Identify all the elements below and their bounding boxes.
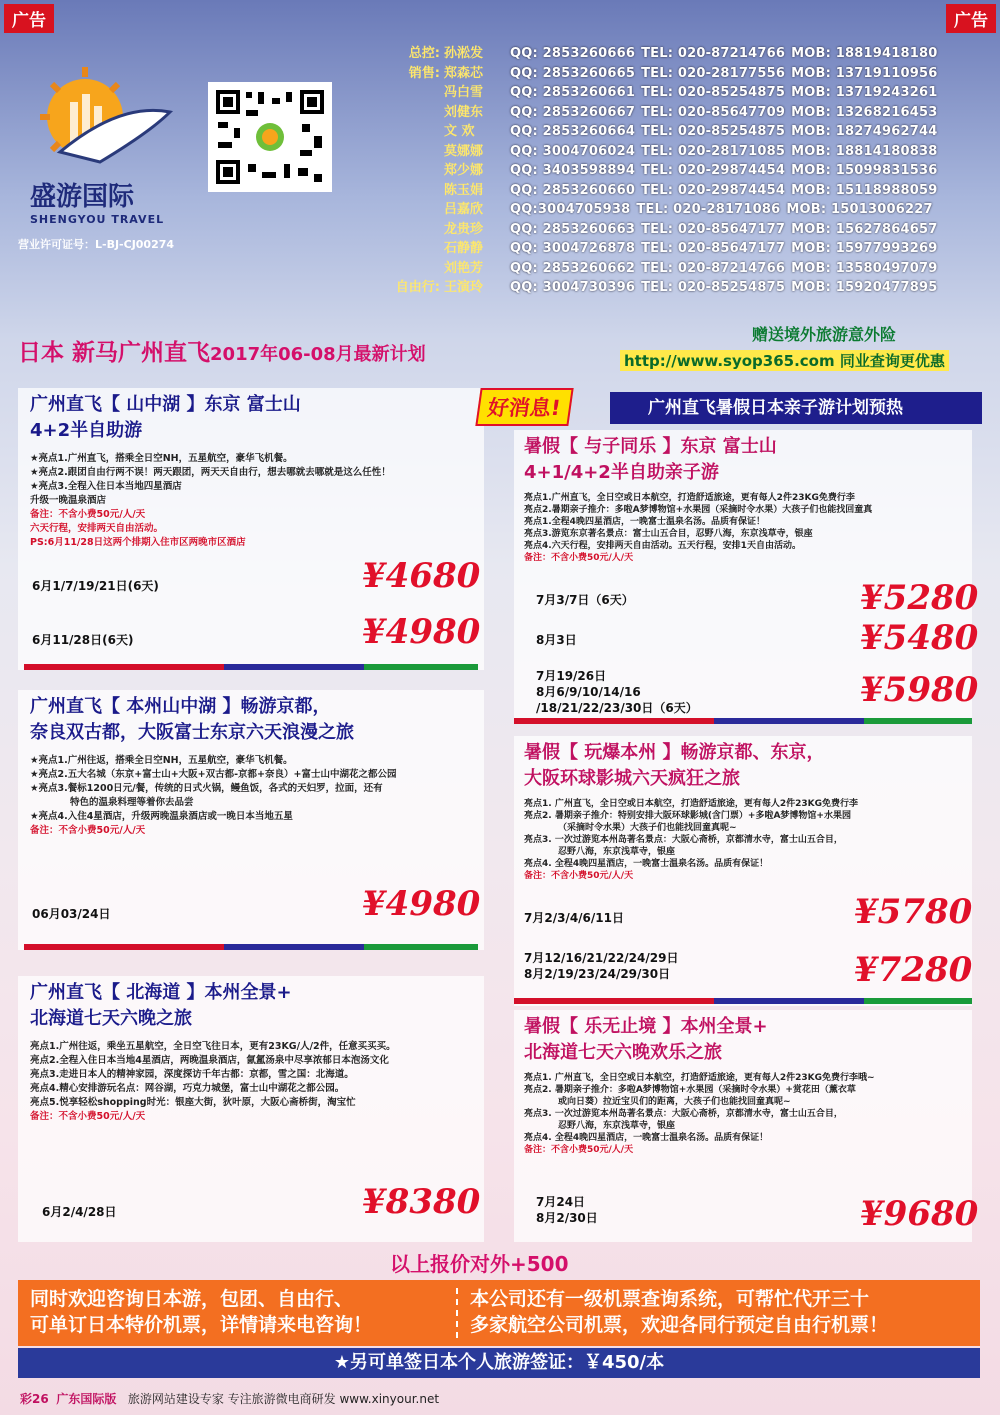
- contact-row: [390, 259, 980, 279]
- good-news-badge: 好消息!: [475, 388, 573, 426]
- tour-subtitle: 奈良双古都，大阪富士东京六天浪漫之旅: [30, 722, 354, 743]
- highlight-item: 亮点5.悦享轻松shopping时光：银座大街，狄叶原，大阪心斋桥街，淘宝忙: [30, 1097, 356, 1108]
- contact-tel[interactable]: TEL: 020-85254875: [641, 280, 786, 295]
- price-value: ¥8380: [362, 1182, 481, 1222]
- highlights: [30, 452, 472, 550]
- price-value: ¥4980: [362, 884, 481, 924]
- visa-banner: ★另可单签日本个人旅游签证：￥450/本: [18, 1348, 980, 1378]
- contact-mob[interactable]: MOB: 13719243261: [791, 85, 938, 100]
- contact-name: 冯白雪: [444, 85, 484, 100]
- consult-line: 本公司还有一级机票查询系统，可帮忙代开三十: [470, 1288, 870, 1310]
- company-logo: [30, 62, 180, 226]
- contact-mob[interactable]: MOB: 15977993269: [791, 241, 938, 256]
- footer-slogan: 旅游网站建设专家 专注旅游微电商研发 www.xinyour.net: [127, 1392, 440, 1406]
- color-divider: [24, 944, 478, 950]
- contact-row: [390, 220, 980, 240]
- note-item: 备注：不含小费50元/人/天: [30, 1111, 146, 1122]
- contact-qq[interactable]: QQ: 2853260663: [510, 221, 636, 237]
- price-value: ¥5780: [854, 892, 973, 932]
- contact-tel[interactable]: TEL: 020-85254875: [641, 124, 786, 139]
- highlights: [524, 492, 962, 564]
- highlight-item: 亮点1. 广州直飞，全日空或日本航空，打造舒适旅途，更有每人2件23KG免费行李哦~: [524, 1073, 875, 1083]
- contact-tel[interactable]: TEL: 020-28177556: [641, 65, 786, 81]
- departure-dates: 8月3日: [536, 633, 577, 647]
- company-name-cn: 盛游国际: [30, 182, 135, 212]
- highlight-item: 忍野八海，东京浅草寺，银座: [558, 847, 676, 857]
- tour-subtitle: 北海道七天六晚之旅: [30, 1008, 192, 1029]
- headline-sub: 2017年06-08月最新计划: [210, 344, 426, 365]
- highlight-item: 亮点1.广州直飞，全日空或日本航空，打造舒适旅途，更有每人2件23KG免费行李: [524, 493, 855, 503]
- tour-title: 暑假【 乐无止境 】本州全景+: [524, 1016, 768, 1037]
- highlights: [524, 798, 962, 882]
- edition-label: 广东国际版: [56, 1392, 117, 1406]
- left-panel-3: [18, 976, 484, 1242]
- highlight-item: 亮点1. 广州直飞，全日空或日本航空，打造舒适旅途，更有每人2件23KG免费行李: [524, 799, 858, 809]
- highlight-item: 亮点4. 全程4晚四星酒店，一晚富士温泉名汤。品质有保证！: [524, 859, 769, 869]
- departure-dates: 6月1/7/19/21日(6天): [32, 579, 159, 593]
- contact-role: 销售:: [408, 65, 440, 81]
- contact-mob[interactable]: MOB: 18274962744: [791, 124, 938, 139]
- contact-name: 刘健东: [444, 104, 484, 120]
- highlight-item: 亮点3.游览东京著名景点：富士山五合目，忍野八海，东京浅草寺，银座: [524, 529, 813, 539]
- color-divider: [514, 718, 972, 724]
- highlight-item: 升级一晚温泉酒店: [30, 495, 107, 506]
- contact-tel[interactable]: TEL: 020-85647177: [641, 221, 786, 237]
- highlight-item: 或向日葵）拉近宝贝们的距离，大孩子们也能找回童真呢~: [558, 1097, 791, 1107]
- contact-tel[interactable]: TEL: 020-29874454: [641, 182, 786, 198]
- highlight-item: 亮点3. 一次过游览本州岛著名景点：大阪心斋桥，京都清水寺，富士山五合目，: [524, 1109, 843, 1119]
- company-name-en: SHENGYOU TRAVEL: [30, 213, 165, 226]
- consult-line: 同时欢迎咨询日本游，包团、自由行、: [30, 1288, 354, 1310]
- highlights: [30, 754, 472, 838]
- highlight-item: 亮点2. 暑期亲子推介：特别安排大阪环球影城(含门票）+多啦A梦博物馆+水果园: [524, 811, 851, 821]
- highlight-item: ★亮点3.全程入住日本当地四星酒店: [30, 481, 182, 492]
- contact-row: [390, 181, 980, 201]
- contact-tel[interactable]: TEL: 020-28171086: [636, 202, 781, 217]
- contact-mob[interactable]: MOB: 13268216453: [791, 104, 938, 120]
- page-footer: [20, 1390, 439, 1407]
- contact-row: [390, 200, 980, 220]
- sun-plane-logo-icon: [30, 62, 180, 192]
- contact-role: [390, 181, 440, 201]
- contact-tel[interactable]: TEL: 020-28171085: [641, 143, 786, 159]
- note-item: PS:6月11/28日这两个排期入住市区两晚市区酒店: [30, 537, 246, 548]
- highlight-item: ★亮点1.广州直飞，搭乘全日空NH，五星航空，豪华飞机餐。: [30, 453, 293, 464]
- highlight-item: 亮点1.广州往返，乘坐五星航空，全日空飞往日本，更有23KG/人/2件，任意买买买。: [30, 1041, 396, 1052]
- contact-row: [390, 64, 980, 84]
- highlight-item: ★亮点1.广州往返，搭乘全日空NH，五星航空，豪华飞机餐。: [30, 755, 293, 766]
- contact-tel[interactable]: TEL: 020-85647709: [641, 104, 786, 120]
- contact-mob[interactable]: MOB: 15013006227: [786, 202, 933, 217]
- note-item: 备注：不含小费50元/人/天: [524, 1145, 634, 1155]
- contact-role: [390, 103, 440, 123]
- summer-family-banner: 广州直飞暑假日本亲子游计划预热: [610, 392, 982, 424]
- contact-qq[interactable]: QQ: 2853260664: [510, 124, 636, 139]
- highlights: [524, 1072, 962, 1156]
- ad-tag-left: 广告: [4, 4, 54, 33]
- price-value: ¥7280: [854, 950, 973, 990]
- contact-role: [390, 161, 440, 181]
- left-panel-2: [18, 690, 484, 950]
- departure-dates: 6月11/28日(6天): [32, 633, 134, 647]
- tour-subtitle: 大阪环球影城六天疯狂之旅: [524, 768, 740, 789]
- price-value: ¥9680: [860, 1194, 979, 1234]
- highlight-item: 亮点3. 一次过游览本州岛著名景点：大阪心斋桥，京都清水寺，富士山五合目，: [524, 835, 843, 845]
- contact-name: 郑森芯: [444, 65, 484, 81]
- note-item: 备注：不含小费50元/人/天: [30, 509, 146, 520]
- contact-name: 莫娜娜: [444, 143, 484, 159]
- tour-subtitle: 4+1/4+2半自助亲子游: [524, 462, 719, 483]
- highlight-item: 亮点1.全程4晚四星酒店，一晚富士温泉名汤。品质有保证！: [524, 517, 765, 527]
- contact-row: [390, 44, 980, 64]
- departure-dates: 7月3/7日（6天）: [536, 593, 634, 607]
- note-item: 六天行程，安排两天自由活动。: [30, 523, 164, 534]
- contact-mob[interactable]: MOB: 15099831536: [791, 163, 938, 178]
- price-value: ¥4680: [362, 556, 481, 596]
- contact-role: [390, 200, 440, 220]
- highlights: [30, 1040, 472, 1124]
- contact-qq[interactable]: QQ: 3004726878: [510, 241, 636, 256]
- contact-role: [390, 83, 440, 103]
- contact-role: [390, 122, 440, 142]
- contact-mob[interactable]: MOB: 15920477895: [791, 280, 938, 295]
- highlight-item: ★亮点3.餐标1200日元/餐，传统的日式火锅，鳗鱼饭，各式的天妇罗，拉面，还有: [30, 783, 383, 794]
- contact-mob[interactable]: MOB: 15118988059: [791, 182, 938, 198]
- dashed-divider: [456, 1288, 458, 1338]
- note-item: 备注：不含小费50元/人/天: [30, 825, 146, 836]
- contact-list: [390, 44, 980, 298]
- contact-mob[interactable]: MOB: 15627864657: [791, 221, 938, 237]
- highlight-item: 亮点2.暑期亲子推介：多啦A梦博物馆+水果园（采摘时令水果）大孩子们也能找回童真: [524, 505, 873, 515]
- highlight-item: 亮点3.走进日本人的精神家园，深度探访千年古都：京都，雪之国：北海道。: [30, 1069, 354, 1080]
- note-item: 备注：不含小费50元/人/天: [524, 553, 634, 563]
- qr-code: [208, 82, 332, 192]
- contact-mob[interactable]: MOB: 18814180838: [791, 143, 938, 159]
- contact-qq[interactable]: QQ: 2853260661: [510, 85, 636, 100]
- price-value: ¥5480: [860, 618, 979, 658]
- contact-mob[interactable]: MOB: 18819418180: [791, 46, 938, 61]
- headline-main: 日本 新马广州直飞: [18, 340, 211, 366]
- highlight-item: ★亮点2.跟团自由行两不误！两天跟团，两天天自由行，想去哪就去哪就是这么任性！: [30, 467, 391, 478]
- note-item: 备注：不含小费50元/人/天: [524, 871, 634, 881]
- highlight-item: 特色的温泉料理等着你去品尝: [70, 797, 194, 808]
- license-number: 营业许可证号：L-BJ-CJ00274: [18, 238, 175, 251]
- right-panel-3: [514, 1010, 979, 1242]
- contact-role: [390, 259, 440, 279]
- price-value: ¥5280: [860, 578, 979, 618]
- tour-title: 暑假【 与子同乐 】东京 富士山: [524, 436, 777, 457]
- color-divider: [514, 998, 972, 1004]
- contact-row: [390, 83, 980, 103]
- highlight-item: 亮点4.六天行程，安排两天自由活动。五天行程，安排1天自由活动。: [524, 541, 801, 551]
- right-panel-1: [514, 430, 979, 724]
- contact-role: [390, 142, 440, 162]
- highlight-item: 亮点4. 全程4晚四星酒店，一晚富士温泉名汤。品质有保证！: [524, 1133, 769, 1143]
- contact-qq[interactable]: QQ: 2853260660: [510, 182, 636, 198]
- consultation-right: [470, 1286, 888, 1338]
- page-headline: [18, 334, 426, 367]
- contact-name: 石静静: [444, 241, 484, 256]
- contact-role: [390, 239, 440, 259]
- highlight-item: 亮点2.全程入住日本当地4星酒店，两晚温泉酒店，氤氲汤泉中尽享浓郁日本泡汤文化: [30, 1055, 389, 1066]
- departure-dates: 06月03/24日: [32, 907, 111, 921]
- contact-name: 王演玲: [444, 280, 484, 295]
- price-surcharge-note: 以上报价对外+500: [390, 1252, 569, 1276]
- contact-tel[interactable]: TEL: 020-85647177: [641, 241, 786, 256]
- departure-dates: 7月19/26日 8月6/9/10/14/16 /18/21/22/23/30日（6天）: [536, 669, 698, 715]
- contact-row: [390, 122, 980, 142]
- contact-mob[interactable]: MOB: 13580497079: [791, 260, 938, 276]
- contact-tel[interactable]: TEL: 020-87214766: [641, 46, 786, 61]
- departure-dates: 7月24日 8月2/30日: [536, 1195, 598, 1225]
- consultation-left: [30, 1286, 372, 1338]
- tour-subtitle: 北海道七天六晚欢乐之旅: [524, 1042, 722, 1063]
- contact-row: [390, 278, 980, 298]
- contact-qq[interactable]: QQ: 3403598894: [510, 163, 636, 178]
- gift-insurance: 赠送境外旅游意外险: [752, 325, 897, 344]
- highlight-item: ★亮点2.五大名城（东京+富士山+大阪+双古都-京都+奈良）+富士山中湖花之都公园: [30, 769, 397, 780]
- price-value: ¥5980: [860, 670, 979, 710]
- contact-qq[interactable]: QQ: 2853260667: [510, 104, 636, 120]
- contact-tel[interactable]: TEL: 020-29874454: [641, 163, 786, 178]
- tour-subtitle: 4+2半自助游: [30, 420, 143, 441]
- highlight-item: 忍野八海，东京浅草寺，银座: [558, 1121, 676, 1131]
- contact-name: 龙贵珍: [444, 221, 484, 237]
- consult-line: 可单订日本特价机票，详情请来电咨询！: [30, 1314, 373, 1336]
- contact-qq[interactable]: QQ: 2853260666: [510, 46, 636, 61]
- contact-qq[interactable]: QQ: 2853260662: [510, 260, 636, 276]
- color-divider: [24, 664, 478, 670]
- contact-role: 自由行:: [395, 280, 440, 295]
- ad-tag-right: 广告: [946, 4, 996, 33]
- highlight-item: ★亮点4.入住4星酒店，升级两晚温泉酒店或一晚日本当地五星: [30, 811, 293, 822]
- contact-mob[interactable]: MOB: 13719110956: [791, 65, 938, 81]
- contact-row: [390, 161, 980, 181]
- contact-qq[interactable]: QQ: 2853260665: [510, 65, 636, 81]
- highlight-item: 亮点2. 暑期亲子推介：多啦A梦博物馆+水果园（采摘时令水果）+赏花田（薰衣草: [524, 1085, 856, 1095]
- tour-title: 广州直飞【 山中湖 】东京 富士山: [30, 394, 301, 415]
- departure-dates: 6月2/4/28日: [42, 1205, 117, 1219]
- website-link[interactable]: http://www.syop365.com 同业查询更优惠: [620, 350, 949, 371]
- contact-qq[interactable]: QQ: 3004706024: [510, 143, 636, 159]
- contact-tel[interactable]: TEL: 020-85254875: [641, 85, 786, 100]
- consultation-banner: [18, 1280, 980, 1346]
- contact-role: 总控:: [408, 46, 440, 61]
- contact-name: 陈玉娟: [444, 182, 484, 198]
- contact-name: 郑少娜: [444, 163, 484, 178]
- consult-line: 多家航空公司机票，欢迎各同行预定自由行机票！: [470, 1314, 889, 1336]
- contact-row: [390, 103, 980, 123]
- contact-qq[interactable]: QQ:3004705938: [510, 202, 631, 217]
- right-panel-2: [514, 736, 972, 1006]
- contact-row: [390, 142, 980, 162]
- highlight-item: 亮点4.精心安排游玩名点：网谷湖，巧克力城堡，富士山中湖花之都公园。: [30, 1083, 345, 1094]
- contact-name: 刘艳芳: [444, 260, 484, 276]
- contact-tel[interactable]: TEL: 020-87214766: [641, 260, 786, 276]
- contact-name: 吕嘉欣: [444, 202, 484, 217]
- page-number: 彩26: [20, 1392, 49, 1406]
- contact-row: [390, 239, 980, 259]
- tour-title: 暑假【 玩爆本州 】畅游京都、东京，: [524, 742, 825, 763]
- contact-name: 孙淞发: [444, 46, 484, 61]
- contact-role: [390, 220, 440, 240]
- contact-qq[interactable]: QQ: 3004730396: [510, 280, 636, 295]
- tour-title: 广州直飞【 本州山中湖 】畅游京都，: [30, 696, 331, 717]
- contact-name: 文 欢: [444, 124, 475, 139]
- departure-dates: 7月12/16/21/22/24/29日 8月2/19/23/24/29/30日: [524, 951, 679, 981]
- tour-title: 广州直飞【 北海道 】本州全景+: [30, 982, 292, 1003]
- departure-dates: 7月2/3/4/6/11日: [524, 911, 624, 925]
- left-panel-1: [18, 388, 484, 670]
- highlight-item: （采摘时令水果）大孩子们也能找回童真呢~: [558, 823, 737, 833]
- price-value: ¥4980: [362, 612, 481, 652]
